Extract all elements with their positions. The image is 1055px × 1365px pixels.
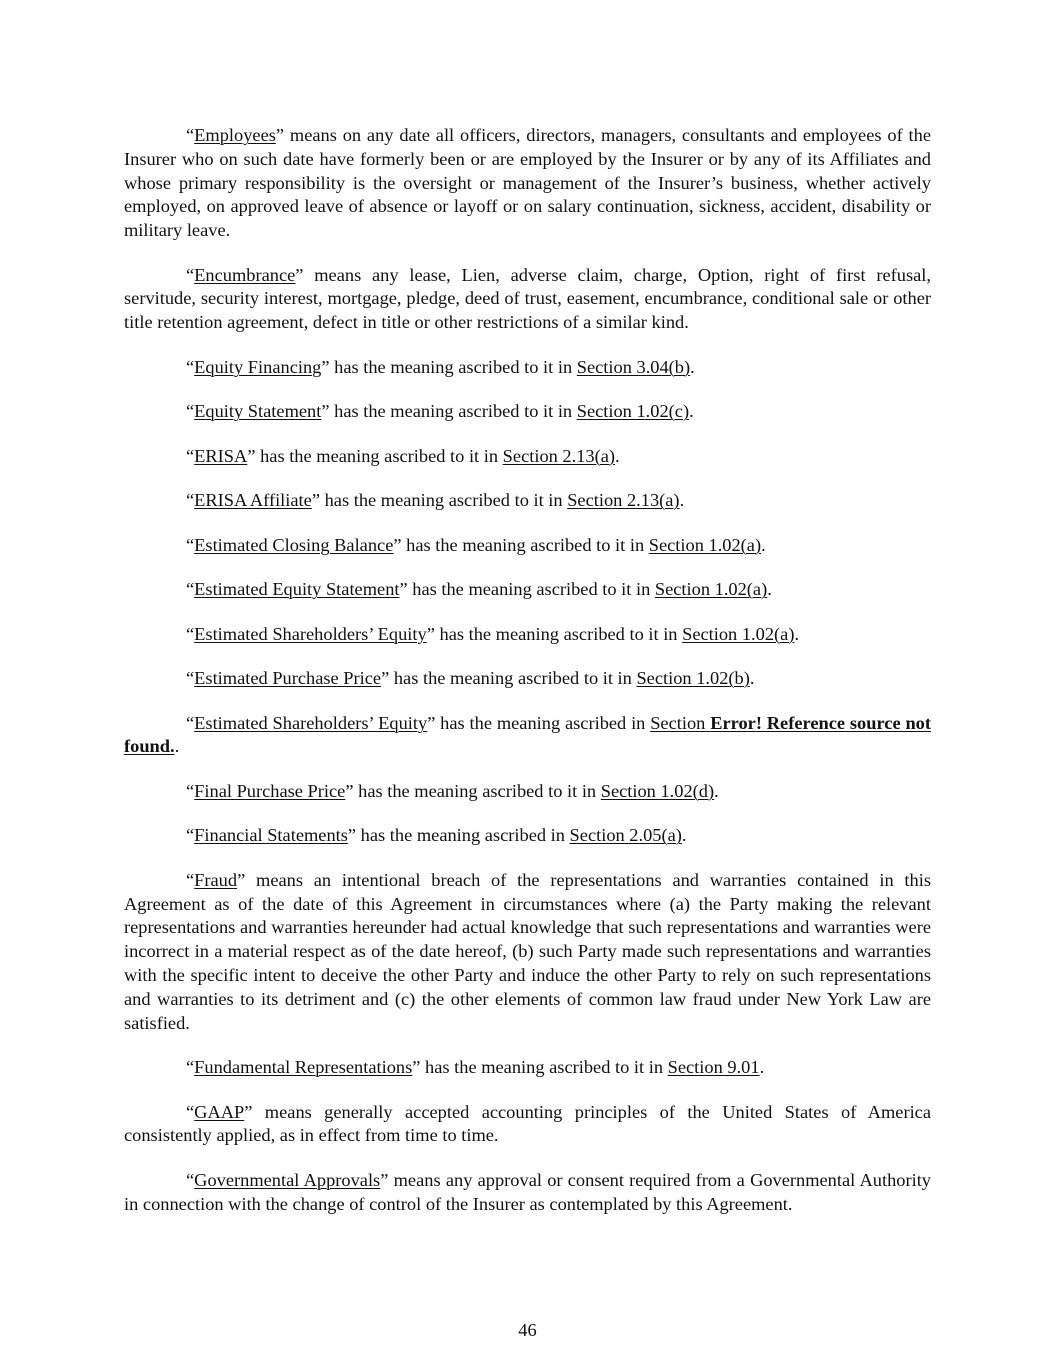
defined-term: GAAP bbox=[194, 1101, 245, 1122]
defined-term: Governmental Approvals bbox=[194, 1169, 381, 1190]
definition-text: means on any date all officers, directors, managers, consultants and employees of the Insurer who on such date have formerly been or are employed by the Insurer or by any of its Affiliates and whose primary responsibility is the oversight or management of the Insurer’s business, whether actively employed, on approved leave of absence or layoff or on salary continuation, sickness, accident, disability or military leave. bbox=[124, 125, 931, 241]
definition-employees: “Employees” means on any date all officers, directors, managers, consultants and employees of the Insurer who on such date have formerly been or are employed by the Insurer or by any of its Affiliates and whose primary responsibility is the oversight or management of the Insurer’s business, whether actively employed, on approved leave of absence or layoff or on salary continuation, sickness, accident, disability or military leave. bbox=[124, 125, 931, 241]
definition-encumbrance: “Encumbrance” means any lease, Lien, adverse claim, charge, Option, right of first refusal, servitude, security interest, mortgage, pledge, deed of trust, easement, encumbrance, conditional sale or other title retention agreement, defect in title or other restrictions of a similar kind. bbox=[124, 264, 931, 333]
definition-estimated-closing-balance: “Estimated Closing Balance” has the meaning ascribed to it in Section 1.02(a). bbox=[186, 534, 766, 555]
section-reference: Section 1.02(b) bbox=[636, 668, 750, 689]
definition-equity-statement: “Equity Statement” has the meaning ascribed to it in Section 1.02(c). bbox=[186, 401, 694, 422]
defined-term: Financial Statements bbox=[194, 825, 348, 846]
definition-erisa: “ERISA” has the meaning ascribed to it in Section 2.13(a). bbox=[186, 445, 620, 466]
section-reference: Section bbox=[650, 712, 711, 733]
defined-term: ERISA Affiliate bbox=[194, 490, 312, 511]
definition-fraud: “Fraud” means an intentional breach of the representations and warranties contained in this Agreement as of the date of this Agreement in circumstances where (a) the Party making the relevant representations and warranties hereunder had actual knowledge that such representations and warranties were incorrect in a material respect as of the date hereof, (b) such Party made such representations and warranties with the specific intent to deceive the other Party and induce the other Party to rely on such representations and warranties to its detriment and (c) the other elements of common law fraud under New York Law are satisfied. bbox=[124, 869, 931, 1033]
definition-text: has the meaning ascribed to it in bbox=[329, 356, 577, 377]
definition-fundamental-representations: “Fundamental Representations” has the meaning ascribed to it in Section 9.01. bbox=[186, 1057, 765, 1078]
defined-term: Equity Financing bbox=[194, 356, 322, 377]
definition-estimated-purchase-price: “Estimated Purchase Price” has the meaning ascribed to it in Section 1.02(b). bbox=[186, 668, 755, 689]
defined-term: Employees bbox=[194, 125, 276, 145]
definition-text: has the meaning ascribed to it in bbox=[401, 534, 649, 555]
definition-financial-statements: “Financial Statements” has the meaning ascribed in Section 2.05(a). bbox=[186, 825, 687, 846]
definition-text: has the meaning ascribed in bbox=[356, 825, 570, 846]
defined-term: Fundamental Representations bbox=[194, 1057, 413, 1078]
definition-text: has the meaning ascribed to it in bbox=[255, 445, 503, 466]
defined-term: Estimated Shareholders’ Equity bbox=[194, 712, 428, 733]
definition-text: has the meaning ascribed to it in bbox=[389, 668, 637, 689]
definition-text: has the meaning ascribed to it in bbox=[353, 780, 601, 801]
definition-text: has the meaning ascribed to it in bbox=[329, 401, 577, 422]
definition-estimated-shareholders-equity-error: “Estimated Shareholders’ Equity” has the meaning ascribed in Section Error! Reference source not found.. bbox=[124, 712, 931, 757]
defined-term: Estimated Purchase Price bbox=[194, 668, 382, 689]
document-page bbox=[124, 124, 931, 1237]
section-reference: Section 1.02(a) bbox=[648, 534, 762, 555]
reference-error: Error! Reference source not found. bbox=[124, 712, 931, 757]
section-reference: Section 1.02(a) bbox=[682, 623, 795, 644]
definition-erisa-affiliate: “ERISA Affiliate” has the meaning ascribed to it in Section 2.13(a). bbox=[186, 490, 685, 511]
definition-estimated-shareholders-equity: “Estimated Shareholders’ Equity” has the meaning ascribed to it in Section 1.02(a). bbox=[186, 623, 800, 644]
section-reference: Section 2.13(a) bbox=[567, 490, 680, 511]
defined-term: ERISA bbox=[194, 445, 248, 466]
definition-text: has the meaning ascribed to it in bbox=[420, 1057, 668, 1078]
definition-text: means any lease, Lien, adverse claim, charge, Option, right of first refusal, servitude, security interest, mortgage, pledge, deed of trust, easement, encumbrance, conditional sale or other title retention agreement, defect in title or other restrictions of a similar kind. bbox=[124, 264, 931, 333]
definition-text: has the meaning ascribed to it in bbox=[434, 623, 683, 644]
definition-gaap: “GAAP” means generally accepted accounting principles of the United States of America consistently applied, as in effect from time to time. bbox=[124, 1101, 931, 1146]
defined-term: Final Purchase Price bbox=[194, 780, 346, 801]
definition-text: has the meaning ascribed to it in bbox=[407, 579, 655, 600]
definition-text: means an intentional breach of the representations and warranties contained in this Agreement as of the date of this Agreement in circumstances where (a) the Party making the relevant representations and warranties hereunder had actual knowledge that such representations and warranties were incorrect in a material respect as of the date hereof, (b) such Party made such representations and warranties with the specific intent to deceive the other Party and induce the other Party to rely on such representations and warranties to its detriment and (c) the other elements of common law fraud under New York Law are satisfied. bbox=[124, 869, 931, 1033]
section-reference: Section 9.01 bbox=[667, 1057, 760, 1078]
section-reference: Section 2.13(a) bbox=[502, 445, 616, 466]
page-number: 46 bbox=[518, 1320, 537, 1340]
definition-text: means generally accepted accounting principles of the United States of America consistently applied, as in effect from time to time. bbox=[124, 1101, 931, 1146]
definition-text: means any approval or consent required from a Governmental Authority in connection with the change of control of the Insurer as contemplated by this Agreement. bbox=[124, 1169, 931, 1214]
section-reference: Section 1.02(c) bbox=[576, 401, 690, 422]
definition-final-purchase-price: “Final Purchase Price” has the meaning ascribed to it in Section 1.02(d). bbox=[186, 780, 719, 801]
section-reference: Section 3.04(b) bbox=[576, 356, 691, 377]
section-reference: Section 1.02(d) bbox=[600, 780, 715, 801]
defined-term: Estimated Equity Statement bbox=[194, 579, 400, 600]
defined-term: Encumbrance bbox=[194, 264, 296, 285]
defined-term: Equity Statement bbox=[194, 401, 322, 422]
section-reference: Section 2.05(a) bbox=[569, 825, 682, 846]
definition-equity-financing: “Equity Financing” has the meaning ascribed to it in Section 3.04(b). bbox=[186, 356, 695, 377]
section-reference: Section 1.02(a) bbox=[654, 579, 768, 600]
definition-governmental-approvals: “Governmental Approvals” means any approval or consent required from a Governmental Authority in connection with the change of control of the Insurer as contemplated by this Agreement. bbox=[124, 1169, 931, 1214]
defined-term: Estimated Shareholders’ Equity bbox=[194, 623, 427, 644]
defined-term: Fraud bbox=[194, 869, 238, 890]
definition-text: has the meaning ascribed in bbox=[435, 712, 651, 733]
defined-term: Estimated Closing Balance bbox=[194, 534, 394, 555]
definition-estimated-equity-statement: “Estimated Equity Statement” has the meaning ascribed to it in Section 1.02(a). bbox=[186, 579, 772, 600]
definition-text: has the meaning ascribed to it in bbox=[320, 490, 568, 511]
